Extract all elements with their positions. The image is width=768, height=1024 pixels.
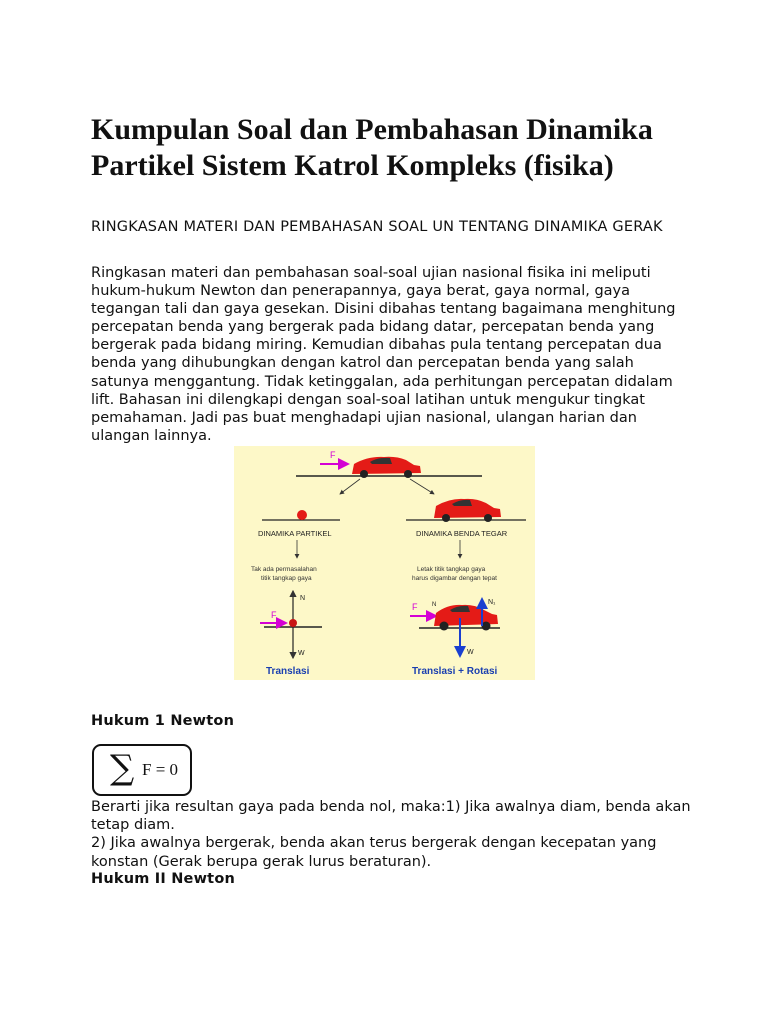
left-caption: Translasi [266,666,310,677]
bottom-car-icon [434,605,498,631]
sigma-symbol: ∑ [110,748,135,788]
dynamics-figure [234,446,535,680]
section-subtitle: RINGKASAN MATERI DAN PEMBAHASAN SOAL UN TENTANG DINAMIKA GERAK [91,219,663,235]
left-f-label: F [271,610,277,620]
right-n-label: N [432,602,437,608]
left-note-line-2: titik tangkap gaya [261,575,312,582]
dynamics-diagram [234,446,535,680]
formula-box [92,744,192,796]
right-n1-label: N₁ [488,599,496,606]
right-note-line-2: harus digambar dengan tepat [412,575,497,582]
branch-left-arrow [340,479,360,494]
left-particle [289,619,297,627]
top-force-label: F [330,450,336,460]
hukum-1-text-1: Berarti jika resultan gaya pada benda nol, maka:1) Jika awalnya diam, benda akan tetap diam. [91,799,691,834]
left-note-line-1: Tak ada permasalahan [251,566,317,573]
left-heading: DINAMIKA PARTIKEL [258,529,332,538]
page-title: Kumpulan Soal dan Pembahasan Dinamika Partikel Sistem Katrol Kompleks (fisika) [91,113,653,182]
branch-right-arrow [410,479,434,494]
left-n-label: N [300,595,306,602]
hukum-1-paragraph [91,798,691,871]
hukum-1-text-2: 2) Jika awalnya bergerak, benda akan terus bergerak dengan kecepatan yang konstan (Gerak berupa gerak lurus beraturan). [91,835,657,870]
top-car-icon [352,457,421,478]
particle-dot [297,510,307,520]
right-caption: Translasi + Rotasi [412,666,498,677]
right-f-label: F [412,602,418,612]
intro-paragraph: Ringkasan materi dan pembahasan soal-soal ujian nasional fisika ini meliputi hukum-hukum Newton dan penerapannya, gaya berat, gaya normal, gaya tegangan tali dan gaya gesekan. Disini dibahas tentang bagaimana menghitung percepatan benda yang bergerak pada bidang datar, percepatan benda yang bergerak pada bidang miring. Kemudian dibahas pula tentang percepatan dua benda yang dihubungkan dengan katrol dan percepatan benda yang salah satunya menggantung. Tidak ketinggalan, ada perhitungan percepatan didalam lift. Bahasan ini dilengkapi dengan soal-soal latihan untuk mengukur tingkat pemahaman. Jadi pas buat menghadapi ujian nasional, ulangan harian dan ulangan lainnya. [91,265,676,444]
right-heading: DINAMIKA BENDA TEGAR [416,529,508,538]
formula-expression: F = 0 [142,760,179,779]
right-w-label: W [467,649,474,656]
hukum-2-heading: Hukum II Newton [91,871,235,887]
hukum-1-heading: Hukum 1 Newton [91,713,235,729]
right-note-line-1: Letak titik tangkap gaya [417,566,486,573]
middle-car-icon [434,499,501,522]
left-w-label: W [298,650,305,657]
